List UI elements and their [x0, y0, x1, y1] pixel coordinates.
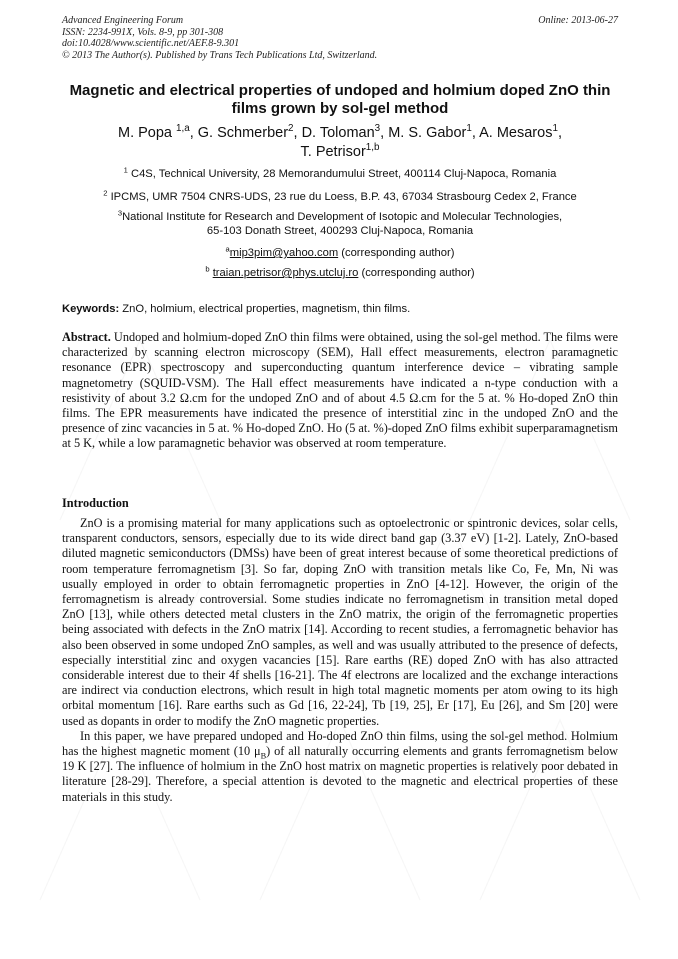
abstract-label: Abstract.	[62, 330, 111, 344]
author: M. Popa $^{1,a}$,	[118, 123, 198, 141]
journal-header	[62, 15, 618, 61]
author: T. Petrisor$^{1,b}$	[300, 142, 380, 160]
introduction-body	[62, 516, 618, 805]
email-link[interactable]: traian.petrisor@phys.utcluj.ro	[212, 267, 359, 279]
affiliation-2: $^2$ IPCMS, UMR 7504 CNRS-UDS, 23 rue du Loess, B.P. 43, 67034 Strasbourg Cedex 2, France	[103, 188, 577, 203]
keywords-label: Keywords:	[62, 303, 120, 315]
abstract	[62, 330, 618, 452]
email-b: $^b$ traian.petrisor@phys.utcluj.ro (corresponding author)	[205, 264, 475, 279]
copyright-line: © 2013 The Author(s). Published by Trans Tech Publications Ltd, Switzerland.	[62, 49, 378, 61]
journal-name: Advanced Engineering Forum	[62, 15, 184, 26]
author-list	[62, 124, 618, 162]
paragraph: In this paper, we have prepared undoped and Ho-doped ZnO thin films, using the sol-gel method. Holmium has the highest magnetic moment (10 $\mu_B$) of all naturally occurring elements and grants ferromagnetism below 19 K [27]. The influence of holmium in the ZnO host matrix on magnetic properties is relatively poor debated in literature [28-29]. Therefore, a special attention is devoted to the magnetic and electrical properties of these materials in this study.	[62, 728, 618, 804]
abstract-text: Undoped and holmium-doped ZnO thin films were obtained, using the sol-gel method. The films were characterized by scanning electron microscopy (SEM), Hall effect measurements, electron paramagnetic resonance (EPR) spectroscopy and superconducting quantum interference device – vibrating sample magnetometry (SQUID-VSM). The Hall effect measurements have indicated a n-type conduction with a resistivity of about 3.2 Ω.cm for the undoped ZnO and of about 4.5 Ω.cm for the 5 at. % Ho-doped ZnO thin films. The EPR measurements have indicated the presence of interstitial zinc in the undoped ZnO and the presence of zinc vacancies in 5 at. % Ho-doped ZnO. Ho (5 at. %)-doped ZnO films exhibit superparamagnetism at 5 K, while a low paramagnetic behavior was observed at room temperature.	[62, 330, 618, 451]
affiliation-1: $^1$ C4S, Technical University, 28 Memorandumului Street, 400114 Cluj-Napoca, Romania	[123, 165, 557, 180]
email-a: $^a$mip3pim@yahoo.com (corresponding author)	[225, 244, 455, 259]
keywords-text: ZnO, holmium, electrical properties, magnetism, thin films.	[119, 303, 411, 315]
author: M. S. Gabor$^1$,	[388, 123, 480, 141]
author: G. Schmerber$^2$,	[197, 123, 302, 141]
issn-line: ISSN: 2234-991X, Vols. 8-9, pp 301-308	[62, 26, 224, 38]
affiliation-3: $^3$National Institute for Research and Development of Isotopic and Molecular Technologies, 65-103 Donath Street, 400293 Cluj-Napoca, Romania	[117, 208, 563, 237]
doi-line: doi:10.4028/www.scientific.net/AEF.8-9.301	[62, 38, 240, 49]
keywords	[62, 302, 618, 316]
author: A. Mesaros$^1$,	[479, 123, 562, 141]
paper-title: Magnetic and electrical properties of undoped and holmium doped ZnO thin films grown by sol-gel method	[69, 82, 611, 117]
author: D. Toloman$^3$,	[301, 123, 389, 141]
online-date: Online: 2013-06-27	[538, 15, 618, 26]
section-heading-introduction: Introduction	[62, 496, 129, 510]
email-link[interactable]: mip3pim@yahoo.com	[229, 247, 339, 259]
paragraph: ZnO is a promising material for many applications such as optoelectronic or spintronic devices, solar cells, transparent conductors, sensors, especially due to its wide direct band gap (3.37 eV) [1-2]. Lately, ZnO-based diluted magnetic semiconductors (DMSs) have been of great interest because of some theoretical predictions of room temperature ferromagnetism [3]. So far, doping ZnO with transition metals like Co, Fe, Mn, Ni was usually employed in order to obtain ferromagnetic properties in ZnO [4-12]. However, the origin of the ferromagnetism is already controversial. Some studies indicate no ferromagnetism in transition metal doped ZnO [13], while others detected metal clusters in the ZnO matrix, the origin of the ferromagnetic properties being associated with defects in the ZnO matrix [14]. According to recent studies, a ferromagnetic behavior has also been observed in some undoped ZnO samples, as well and was usually attributed to the presence of defects, especially interstitial zinc and oxygen vacancies [15]. Rare earths (RE) doped ZnO with has also attracted considerable interest due to their 4f shells [16-21]. The 4f electrons are localized and the exchange interactions are indirect via conduction electrons, which result in high total magnetic moments per atom owing to its high orbital momentum [16]. Rare earths such as Gd [16, 22-24], Tb [19, 25], Er [17], Eu [26], and Sm [20] were used as dopants in order to modify the ZnO magnetic properties.	[62, 516, 618, 728]
